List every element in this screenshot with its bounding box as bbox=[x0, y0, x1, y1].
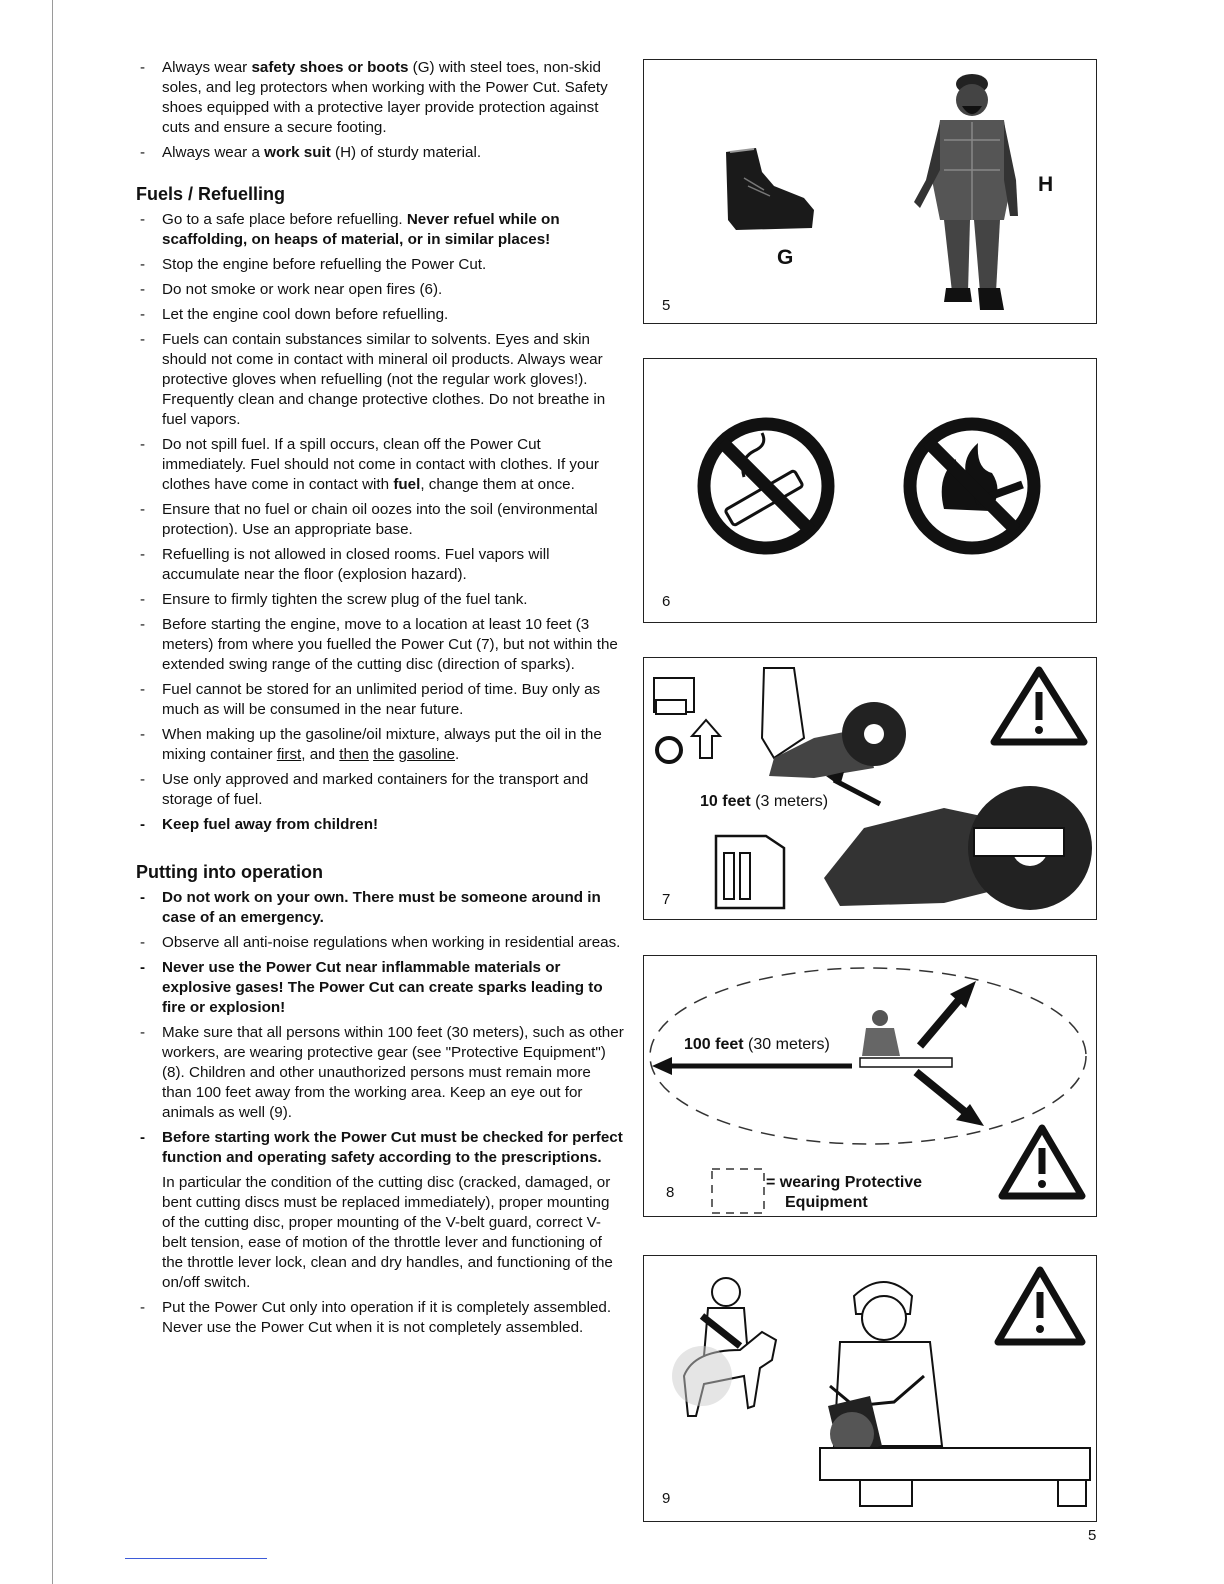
figure-number: 8 bbox=[666, 1184, 675, 1201]
list-item: - Before starting work the Power Cut must be checked for perfect function and operating safety according to the prescriptions. bbox=[136, 1128, 624, 1168]
list-item: - Before starting the engine, move to a location at least 10 feet (3 meters) from where you fuelled the Power Cut (7), but not within the extended swing range of the cutting disc (direction of sparks). bbox=[136, 615, 624, 675]
list-item: - When making up the gasoline/oil mixture, always put the oil in the mixing container first, and then the gasoline. bbox=[136, 725, 624, 765]
list-item: - Keep fuel away from children! bbox=[136, 815, 624, 835]
label-g: G bbox=[777, 246, 794, 269]
figure-7 bbox=[643, 657, 1097, 920]
page-number: 5 bbox=[1088, 1527, 1097, 1544]
list-item: - Put the Power Cut only into operation if it is completely assembled. Never use the Power Cut when it is not completely assembled. bbox=[136, 1298, 624, 1338]
list-item: - Stop the engine before refuelling the Power Cut. bbox=[136, 255, 624, 275]
no-smoking-no-fire-symbols bbox=[644, 359, 1098, 624]
refuel-distance-illustration bbox=[644, 658, 1098, 921]
list-item: - Use only approved and marked containers for the transport and storage of fuel. bbox=[136, 770, 624, 810]
footer-rule bbox=[125, 1558, 267, 1559]
distance-label: 100 feet (30 meters) bbox=[684, 1036, 830, 1053]
distance-label: 10 feet (3 meters) bbox=[700, 793, 829, 810]
figure-number: 7 bbox=[662, 891, 671, 908]
figure-6 bbox=[643, 358, 1097, 623]
figure-number: 5 bbox=[662, 297, 671, 314]
list-item: - Observe all anti-noise regulations when working in residential areas. bbox=[136, 933, 624, 953]
label-h: H bbox=[1038, 173, 1054, 196]
no-smoking-icon bbox=[704, 424, 828, 548]
text-column bbox=[136, 58, 624, 1343]
margin-rule bbox=[52, 0, 53, 1584]
section-heading-fuels: Fuels / Refuelling bbox=[136, 184, 286, 204]
list-item: - Always wear a work suit (H) of sturdy material. bbox=[136, 143, 624, 163]
list-item: - Let the engine cool down before refuelling. bbox=[136, 305, 624, 325]
list-item: - Ensure that no fuel or chain oil oozes into the soil (environmental protection). Use an appropriate base. bbox=[136, 500, 624, 540]
no-open-fire-icon bbox=[910, 424, 1034, 548]
list-item: - Do not spill fuel. If a spill occurs, clean off the Power Cut immediately. Fuel should not come in contact with clothes. If your clothes have come in contact with fuel, change them at once. bbox=[136, 435, 624, 495]
paragraph: In particular the condition of the cutting disc (cracked, damaged, or bent cutting discs must be replaced immediately), proper mounting of the cutting disc, proper mounting of the V-belt guard, correct V-belt tension, ease of motion of the throttle lever and functioning of the throttle lever lock, clean and dry handles, and functioning of the on/off switch. bbox=[162, 1174, 613, 1291]
list-item: - Ensure to firmly tighten the screw plug of the fuel tank. bbox=[136, 590, 624, 610]
list-item: - Do not work on your own. There must be someone around in case of an emergency. bbox=[136, 888, 624, 928]
list-item: - Do not smoke or work near open fires (6). bbox=[136, 280, 624, 300]
boot-and-worksuit-illustration bbox=[644, 60, 1098, 325]
list-item: - Fuels can contain substances similar to solvents. Eyes and skin should not come in contact with mineral oil products. Always wear protective gloves when refuelling (not the regular work gloves!). Frequently clean and change protective clothes. Do not breathe in fuel vapors. bbox=[136, 330, 624, 430]
list-item: - Refuelling is not allowed in closed rooms. Fuel vapors will accumulate near the floor (explosion hazard). bbox=[136, 545, 624, 585]
list-item: - Make sure that all persons within 100 feet (30 meters), such as other workers, are wearing protective gear (see "Protective Equipment") (8). Children and other unauthorized persons must remain more than 100 feet away from the working area. Keep an eye out for animals as well (9). bbox=[136, 1023, 624, 1123]
children-animals-keep-away-illustration bbox=[644, 1256, 1098, 1523]
figure-9 bbox=[643, 1255, 1097, 1522]
list-item: - Always wear safety shoes or boots (G) with steel toes, non-skid soles, and leg protectors when working with the Power Cut. Safety shoes equipped with a protective layer provide protection against cuts and ensure a secure footing. bbox=[136, 58, 624, 138]
figure-number: 6 bbox=[662, 593, 671, 610]
legend-text: = wearing Protective Equipment bbox=[766, 1174, 923, 1211]
section-heading-operation: Putting into operation bbox=[136, 862, 323, 882]
figure-number: 9 bbox=[662, 1490, 671, 1507]
list-item: - Fuel cannot be stored for an unlimited period of time. Buy only as much as will be consumed in the near future. bbox=[136, 680, 624, 720]
list-item: - Go to a safe place before refuelling. Never refuel while on scaffolding, on heaps of material, or in similar places! bbox=[136, 210, 624, 250]
list-item: - Never use the Power Cut near inflammable materials or explosive gases! The Power Cut can create sparks leading to fire or explosion! bbox=[136, 958, 624, 1018]
figure-8 bbox=[643, 955, 1097, 1217]
figure-5 bbox=[643, 59, 1097, 324]
